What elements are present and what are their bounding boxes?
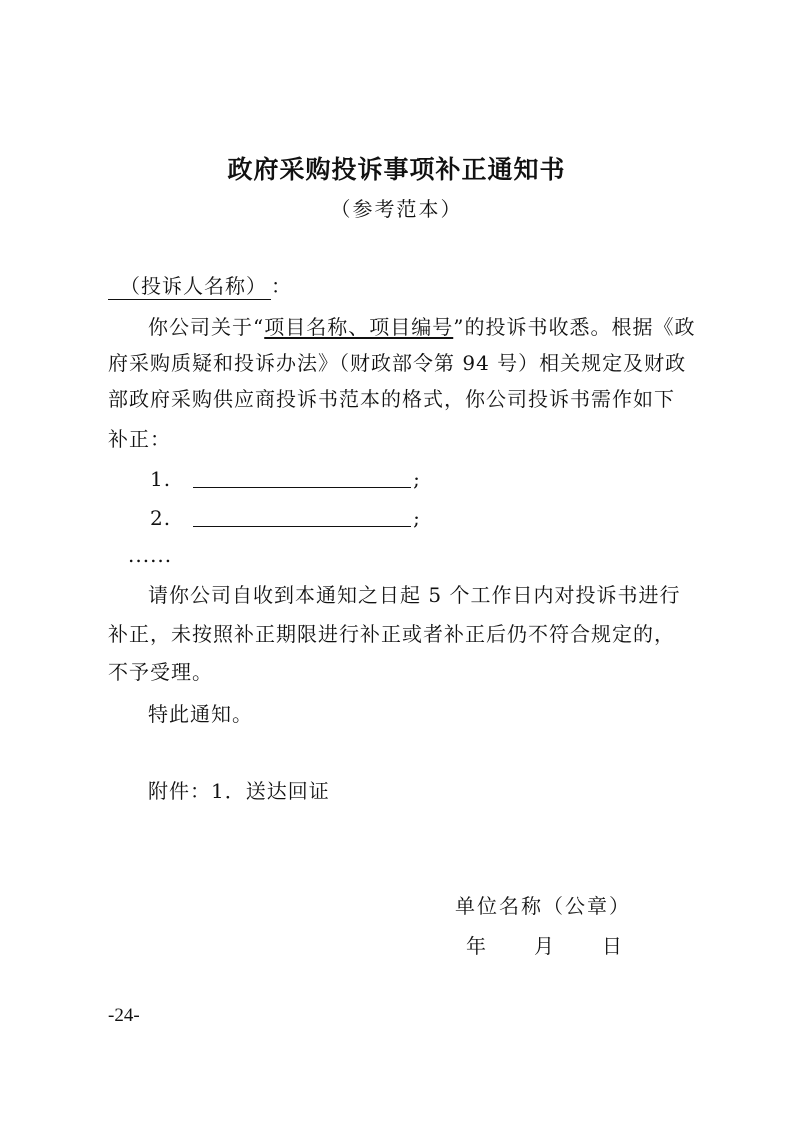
correction-item: [150, 465, 421, 491]
body-line-1-prefix: 你公司关于“: [148, 315, 265, 339]
body-line-4: 补正：: [108, 427, 171, 451]
addressee-colon: ：: [271, 274, 292, 298]
addressee-line: [108, 270, 292, 300]
ellipsis: ......: [128, 543, 173, 567]
item-end: ;: [413, 506, 421, 530]
date-year: 年: [466, 934, 488, 958]
document-subtitle: （参考范本）: [330, 197, 463, 221]
request-line-2: 补正，未按照补正期限进行补正或者补正后仍不符合规定的，: [108, 622, 675, 646]
item-blank: [193, 504, 411, 527]
item-end: ;: [413, 467, 421, 491]
item-number: 2.: [150, 506, 172, 530]
body-line-1-suffix: ”的投诉书收悉。根据《政: [453, 315, 696, 339]
body-line-3: 部政府采购供应商投诉书范本的格式，你公司投诉书需作如下: [108, 387, 675, 411]
closing-text: 特此通知。: [148, 702, 253, 726]
attachment-line: 附件：1．送达回证: [148, 779, 330, 803]
request-line-3: 不予受理。: [108, 660, 213, 684]
correction-item: [150, 504, 421, 530]
document-title: 政府采购投诉事项补正通知书: [227, 155, 566, 184]
request-line-1: 请你公司自收到本通知之日起 5 个工作日内对投诉书进行: [148, 583, 681, 607]
page-number: -24-: [108, 1005, 140, 1026]
date-day: 日: [602, 934, 624, 958]
project-reference: 项目名称、项目编号: [264, 315, 454, 339]
item-blank: [193, 465, 411, 488]
signature-date: [466, 930, 624, 959]
item-number: 1.: [150, 467, 172, 491]
body-line-1: [148, 311, 695, 340]
date-month: 月: [534, 934, 556, 958]
body-line-2: 府采购质疑和投诉办法》（财政部令第 94 号）相关规定及财政: [108, 351, 687, 375]
addressee-name: （投诉人名称）: [108, 273, 271, 300]
signature-org: 单位名称（公章）: [455, 894, 631, 918]
